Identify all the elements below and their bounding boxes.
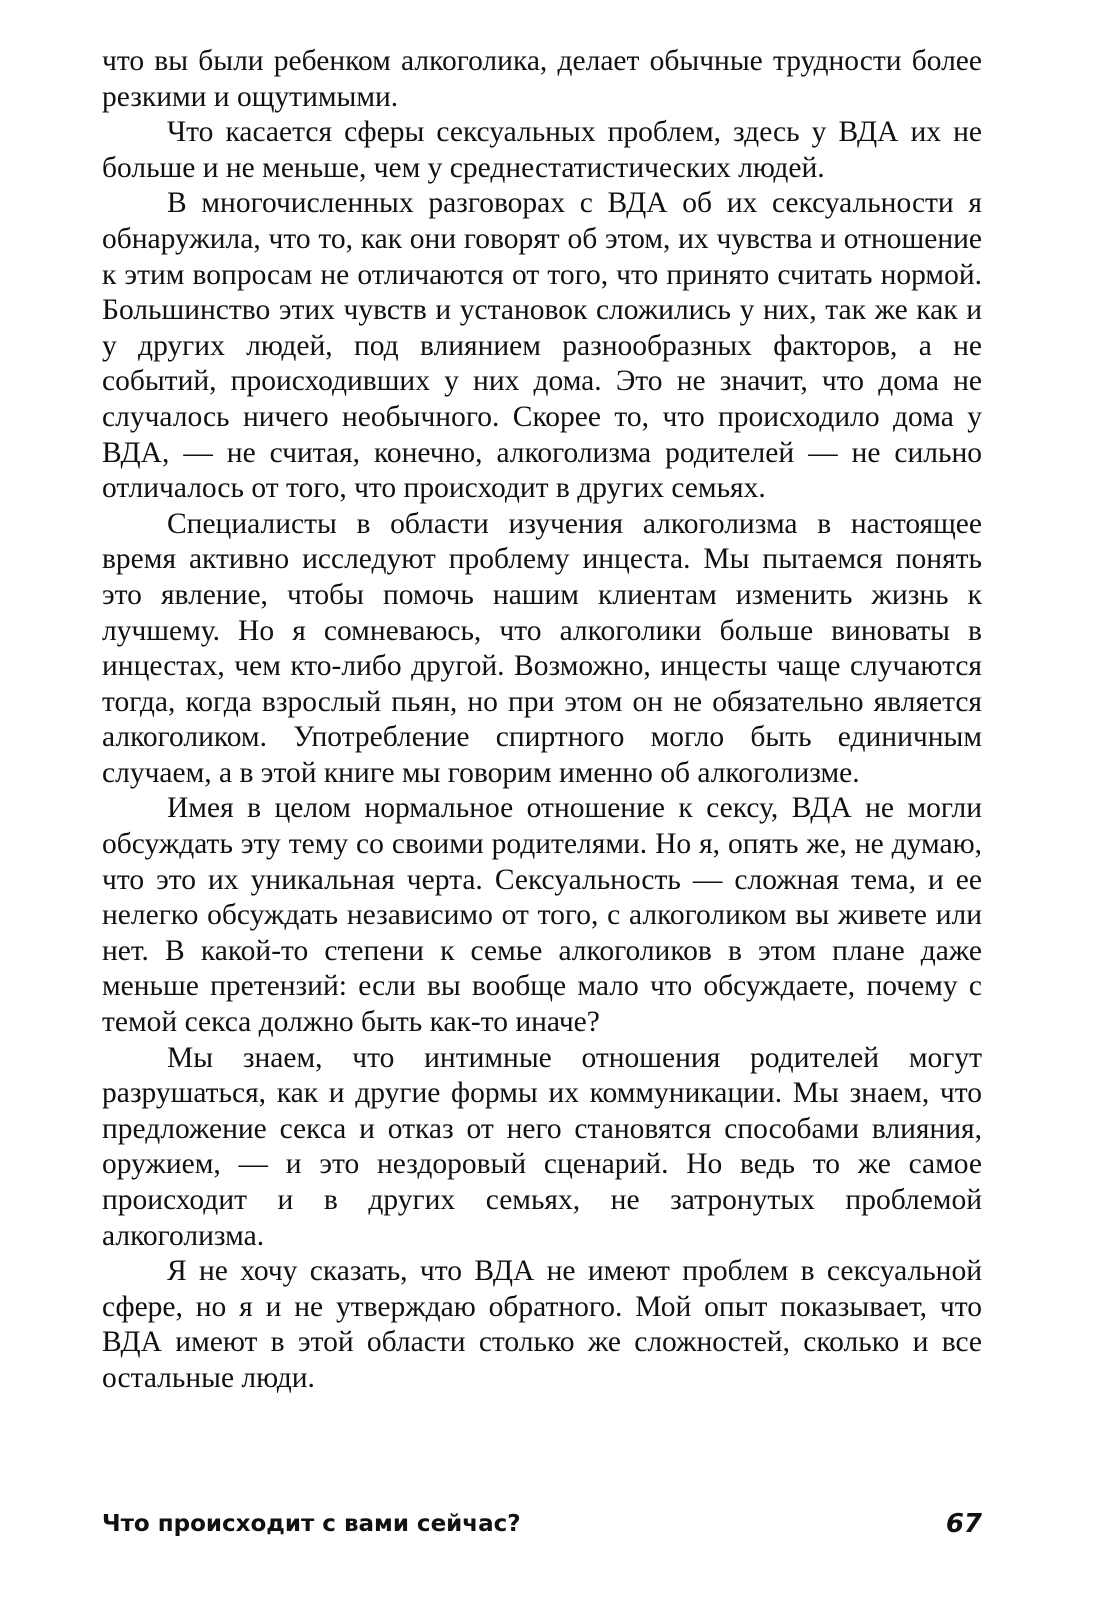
paragraph: Мы знаем, что интимные отношения родителей могут разрушаться, как и другие формы их коммуникации. Мы знаем, что предложение секса и отказ от него становятся способами влияния, оружием, — и это нездоровый сценарий. Но ведь то же самое происходит и в других семьях, не затронутых проблемой алкоголизма. (102, 1041, 982, 1252)
page-footer (102, 1509, 982, 1549)
page-number: 67 (945, 1509, 982, 1539)
paragraph: Что касается сферы сексуальных проблем, здесь у ВДА их не больше и не меньше, чем у среднестатистических людей. (102, 116, 982, 184)
paragraph: Я не хочу сказать, что ВДА не имеют проблем в сексуальной сфере, но я и не утверждаю обратного. Мой опыт показывает, что ВДА имеют в этой области столько же сложностей, сколько и все остальные люди. (102, 1255, 982, 1394)
paragraph: что вы были ребенком алкоголика, делает обычные трудности более резкими и ощутимыми. (102, 45, 982, 113)
running-head: Что происходит с вами сейчас? (102, 1511, 521, 1537)
paragraph: Специалисты в области изучения алкоголизма в настоящее время активно исследуют проблему инцеста. Мы пытаемся понять это явление, чтобы помочь нашим клиентам изменить жизнь к лучшему. Но я сомневаюсь, что алкоголики больше виноваты в инцестах, чем кто-либо другой. Возможно, инцесты чаще случаются тогда, когда взрослый пьян, но при этом он не обязательно является алкоголиком. Употребление спиртного могло быть единичным случаем, а в этой книге мы говорим именно об алкоголизме. (102, 507, 982, 789)
paragraph: Имея в целом нормальное отношение к сексу, ВДА не могли обсуждать эту тему со своими родителями. Но я, опять же, не думаю, что это их уникальная черта. Сексуальность — сложная тема, и ее нелегко обсуждать независимо от того, с алкоголиком вы живете или нет. В какой-то степени к семье алкоголиков в этом плане даже меньше претензий: если вы вообще мало что обсуждаете, почему с темой секса должно быть как-то иначе? (102, 792, 982, 1039)
body-text (102, 44, 982, 1397)
paragraph: В многочисленных разговорах с ВДА об их сексуальности я обнаружила, что то, как они говорят об этом, их чувства и отношение к этим вопросам не отличаются от того, что принято считать нормой. Большинство этих чувств и установок сложились у них, так же как и у других людей, под влиянием разнообразных факторов, а не событий, происходивших у них дома. Это не значит, что дома не случалось ничего необычного. Скорее то, что происходило дома у ВДА, — не считая, конечно, алкоголизма родителей — не сильно отличалось от того, что происходит в других семьях. (102, 187, 982, 505)
